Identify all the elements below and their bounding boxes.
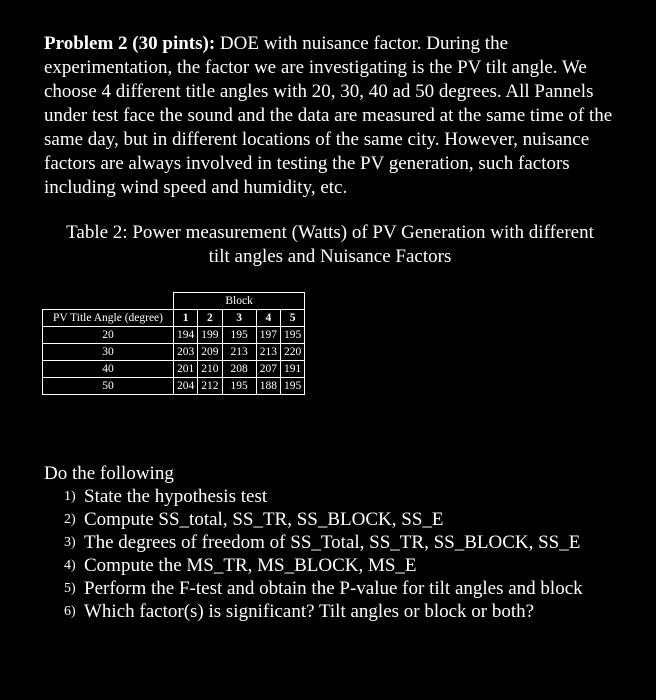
value-cell: 201 xyxy=(174,361,198,378)
table-row xyxy=(43,361,305,378)
angle-cell: 40 xyxy=(43,361,174,378)
block-label: Block xyxy=(174,293,305,310)
value-cell: 213 xyxy=(222,344,256,361)
value-cell: 194 xyxy=(174,327,198,344)
value-cell: 220 xyxy=(281,344,305,361)
angle-cell: 50 xyxy=(43,378,174,395)
value-cell: 212 xyxy=(198,378,222,395)
list-item xyxy=(64,485,624,508)
value-cell: 209 xyxy=(198,344,222,361)
list-item xyxy=(64,508,624,531)
value-cell: 213 xyxy=(256,344,280,361)
value-cell: 188 xyxy=(256,378,280,395)
item-number: 5) xyxy=(64,581,76,596)
angle-cell: 30 xyxy=(43,344,174,361)
value-cell: 197 xyxy=(256,327,280,344)
row-header: PV Title Angle (degree) xyxy=(43,310,174,327)
list-item xyxy=(64,600,624,623)
power-measurement-table xyxy=(42,292,305,395)
angle-cell: 20 xyxy=(43,327,174,344)
task-list xyxy=(44,485,624,623)
item-number: 2) xyxy=(64,512,76,527)
problem-statement xyxy=(44,32,624,200)
value-cell: 208 xyxy=(222,361,256,378)
table-row xyxy=(43,327,305,344)
table-block-label-row xyxy=(43,293,305,310)
task-list-section xyxy=(44,462,624,623)
problem-heading: Problem 2 (30 pints): xyxy=(44,33,216,54)
list-item xyxy=(64,531,624,554)
table-header-row xyxy=(43,310,305,327)
value-cell: 199 xyxy=(198,327,222,344)
value-cell: 195 xyxy=(222,327,256,344)
task-intro: Do the following xyxy=(44,463,174,484)
block-number: 3 xyxy=(222,310,256,327)
block-number: 4 xyxy=(256,310,280,327)
problem-text: DOE with nuisance factor. During the experimentation, the factor we are investigating is the PV tilt angle. We choose 4 different title angles with 20, 30, 40 ad 50 degrees. All Pannels under test face the sound and the data are measured at the same time of the same day, but in different locations of the same city. However, nuisance factors are always involved in testing the PV generation, such factors including wind speed and humidity, etc. xyxy=(44,33,613,198)
item-number: 4) xyxy=(64,558,76,573)
block-number: 5 xyxy=(281,310,305,327)
item-text: Compute the MS_TR, MS_BLOCK, MS_E xyxy=(84,555,417,576)
block-number: 2 xyxy=(198,310,222,327)
item-number: 6) xyxy=(64,604,76,619)
value-cell: 204 xyxy=(174,378,198,395)
value-cell: 195 xyxy=(281,378,305,395)
value-cell: 207 xyxy=(256,361,280,378)
item-number: 1) xyxy=(64,489,76,504)
item-text: Which factor(s) is significant? Tilt angles or block or both? xyxy=(84,601,535,622)
list-item xyxy=(64,554,624,577)
table-corner-cell xyxy=(43,293,174,310)
value-cell: 210 xyxy=(198,361,222,378)
table-caption: Table 2: Power measurement (Watts) of PV Generation with different tilt angles and Nuisance Factors xyxy=(66,222,594,267)
block-number: 1 xyxy=(174,310,198,327)
data-table-wrapper xyxy=(42,292,305,395)
item-text: State the hypothesis test xyxy=(84,486,268,507)
item-text: Perform the F-test and obtain the P-value for tilt angles and block xyxy=(84,578,583,599)
value-cell: 203 xyxy=(174,344,198,361)
table-row xyxy=(43,344,305,361)
item-text: The degrees of freedom of SS_Total, SS_TR, SS_BLOCK, SS_E xyxy=(84,532,581,553)
list-item xyxy=(64,577,624,600)
value-cell: 195 xyxy=(281,327,305,344)
value-cell: 191 xyxy=(281,361,305,378)
value-cell: 195 xyxy=(222,378,256,395)
item-text: Compute SS_total, SS_TR, SS_BLOCK, SS_E xyxy=(84,509,444,530)
table-row xyxy=(43,378,305,395)
item-number: 3) xyxy=(64,535,76,550)
